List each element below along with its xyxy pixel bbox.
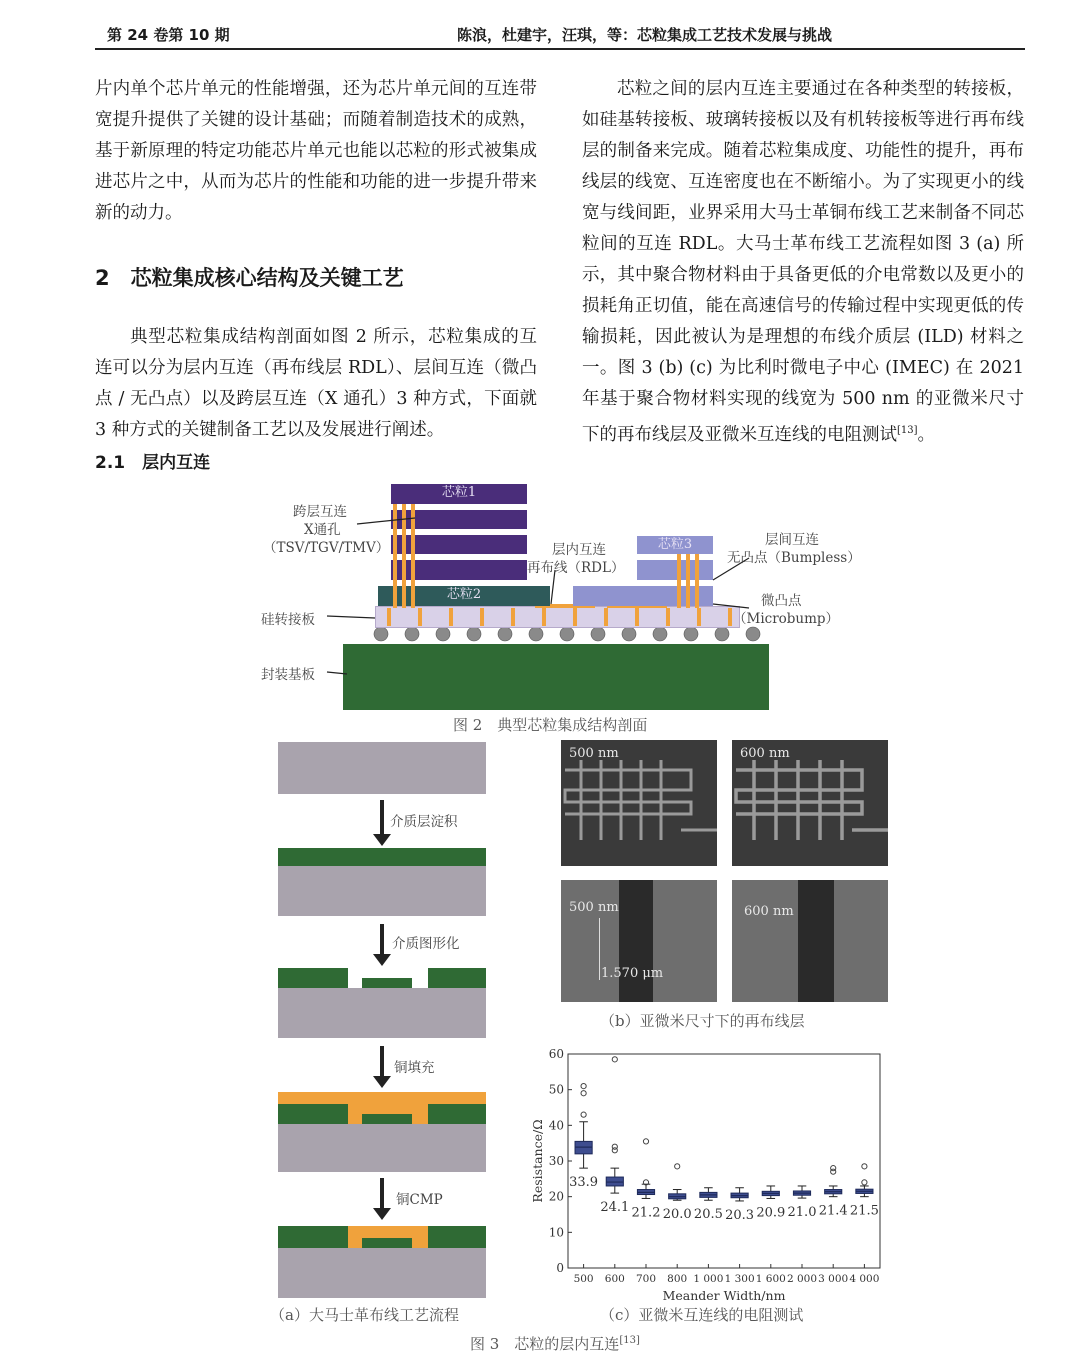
step3-substrate: [278, 1124, 486, 1172]
label-substrate: 封装基板: [261, 667, 315, 683]
x-tick-label: 4 000: [849, 1273, 880, 1285]
step-4-label: 铜CMP: [396, 1192, 443, 1208]
x-tick-label: 3 000: [818, 1273, 849, 1285]
figure-2-caption: 图 2 典型芯粒集成结构剖面: [453, 716, 648, 734]
label-bumpless-1: 层间互连: [765, 532, 819, 548]
step2-dielectric-mid: [362, 978, 412, 988]
label-micro-1: 微凸点: [761, 593, 802, 609]
chiplet-3: 芯粒3: [637, 536, 713, 554]
left-paragraph-2: 典型芯粒集成结构剖面如图 2 所示，芯粒集成的互连可以分为层内互连（再布线层 RDL）、层间互连（微凸点 / 无凸点）以及跨层互连（X 通孔）3 种方式，下面就 3 种方式的关键制备工艺以及发展进行阐述。: [95, 327, 537, 440]
issue-label: 第 24 卷第 10 期: [107, 26, 230, 44]
resistance-boxplot: [520, 1048, 892, 1304]
label-xvia-1: 跨层互连: [293, 504, 347, 520]
x-tick-label: 2 000: [786, 1273, 818, 1285]
subsection-title: 2.1 层内互连: [95, 453, 211, 473]
left-paragraph-2-block: [95, 322, 537, 446]
sem-bottom-500nm: [561, 880, 717, 1002]
arrow-2-shaft: [380, 924, 384, 958]
sem-label-4: 600 nm: [744, 904, 794, 919]
authors-title: 陈浪，杜建宇，汪琪，等：芯粒集成工艺技术发展与挑战: [457, 26, 833, 44]
value-label: 21.5: [849, 1203, 879, 1219]
step2-substrate: [278, 988, 486, 1038]
figure-3c: [520, 1048, 892, 1304]
sem-top-500nm: [561, 740, 717, 866]
x-tick-label: 1 300: [724, 1273, 755, 1285]
step-2-label: 介质图形化: [392, 936, 460, 952]
left-column: [95, 74, 537, 229]
x-tick-label: 500: [573, 1273, 594, 1285]
x-tick-label: 600: [604, 1273, 625, 1285]
scale-label: 1.570 μm: [601, 966, 664, 981]
x-tick-label: 800: [667, 1273, 688, 1285]
value-label: 33.9: [569, 1175, 599, 1191]
figure-3c-caption: （c）亚微米互连线的电阻测试: [600, 1306, 804, 1324]
figure-3a: [278, 742, 518, 1302]
figure-3-citation: [13]: [619, 1335, 640, 1346]
value-label: 24.1: [600, 1200, 630, 1216]
arrow-1-head: [373, 834, 391, 846]
figure-3b-caption: （b）亚微米尺寸下的再布线层: [600, 1012, 805, 1030]
y-tick-label: 50: [548, 1082, 564, 1097]
arrow-2-head: [373, 954, 391, 966]
left-paragraph-1: 片内单个芯片单元的性能增强，还为芯片单元间的互连带宽提升提供了关键的设计基础；而随着制造技术的成熟，基于新原理的特定功能芯片单元也能以芯粒的形式被集成进芯片之中，从而为芯片的性能和功能的进一步提升带来新的动力。: [95, 79, 537, 223]
y-tick-label: 40: [548, 1118, 564, 1133]
arrow-1-shaft: [380, 800, 384, 838]
outlier-point: [862, 1164, 867, 1169]
value-label: 20.9: [756, 1205, 786, 1221]
right-paragraph-1: [582, 74, 1024, 451]
label-micro-2: （Microbump）: [733, 611, 840, 627]
step1-dielectric: [278, 848, 486, 866]
step4-substrate: [278, 1248, 486, 1298]
y-axis-label: Resistance/Ω: [530, 1119, 545, 1203]
x-tick-label: 1 600: [755, 1273, 786, 1285]
outlier-point: [581, 1091, 586, 1096]
step2-dielectric-right: [428, 968, 486, 988]
section-title: 2 芯粒集成核心结构及关键工艺: [95, 266, 404, 290]
label-xvia-3: （TSV/TGV/TMV）: [263, 540, 390, 556]
step3-dielectric-left: [278, 1104, 348, 1124]
step-3-label: 铜填充: [394, 1060, 435, 1076]
figure-3-caption-text: 图 3 芯粒的层内互连: [470, 1335, 620, 1353]
step3-dielectric-mid: [362, 1114, 412, 1124]
label-rdl-1: 层内互连: [552, 542, 606, 558]
running-header: [95, 22, 1025, 50]
sem-bottom-600nm: [732, 880, 888, 1002]
figure-3a-caption: （a）大马士革布线工艺流程: [270, 1306, 459, 1324]
right-paragraph-text: 芯粒之间的层内互连主要通过在各种类型的转接板，如硅基转接板、玻璃转接板以及有机转接板等进行再布线层的制备来完成。随着芯粒集成度、功能性的提升，再布线层的线宽、互连密度也在不断缩小。为了实现更小的线宽与线间距，业界采用大马士革铜布线工艺来制备不同芯粒间的互连 RDL。大马士革布线工艺流程如图 3 (a) 所示，其中聚合物材料由于具备更低的介电常数以及更小的损耗角正切值，能在高速信号的传输过程中实现更低的传输损耗，因此被认为是理想的布线介质层 (ILD) 材料之一。图 3 (b) (c) 为比利时微电子中心 (IMEC) 在 2021 年基于聚合物材料实现的线宽为 500 nm 的亚微米尺寸下的再布线层及亚微米互连线的电阻测试: [582, 79, 1024, 445]
outlier-point: [862, 1180, 867, 1185]
step0-substrate: [278, 742, 486, 794]
x-axis-label: Meander Width/nm: [662, 1288, 786, 1303]
outlier-point: [643, 1139, 648, 1144]
right-column: [582, 74, 1024, 451]
y-tick-label: 60: [548, 1048, 564, 1061]
step3-copper-top: [278, 1092, 486, 1104]
figure-2: [255, 478, 895, 710]
step4-dielectric-right: [428, 1226, 486, 1248]
chiplet-1: 芯粒1: [391, 484, 527, 504]
step3-dielectric-right: [428, 1104, 486, 1124]
outlier-point: [675, 1164, 680, 1169]
outlier-point: [831, 1166, 836, 1171]
chiplet-2: 芯粒2: [378, 586, 550, 606]
step4-dielectric-mid: [362, 1238, 412, 1248]
right-paragraph-end: 。: [917, 424, 936, 445]
arrow-3-shaft: [380, 1046, 384, 1080]
y-tick-label: 20: [548, 1189, 564, 1204]
step1-substrate: [278, 866, 486, 916]
value-label: 21.0: [787, 1205, 817, 1221]
sem-label-2: 600 nm: [740, 746, 790, 761]
label-interposer: 硅转接板: [261, 612, 315, 628]
sem-line-500: [619, 880, 653, 1002]
outlier-point: [581, 1084, 586, 1089]
arrow-4-head: [373, 1208, 391, 1220]
label-xvia-2: X通孔: [304, 522, 341, 538]
x-tick-label: 1 000: [693, 1273, 724, 1285]
sem-line-600: [798, 880, 834, 1002]
value-label: 20.3: [725, 1207, 755, 1223]
outlier-point: [612, 1057, 617, 1062]
sem-top-600nm: [732, 740, 888, 866]
citation-13: [13]: [897, 425, 918, 436]
outlier-point: [612, 1144, 617, 1149]
step-1-label: 介质层淀积: [390, 814, 458, 830]
step4-dielectric-left: [278, 1226, 348, 1248]
x-tick-label: 700: [635, 1273, 657, 1285]
arrow-3-head: [373, 1076, 391, 1088]
scale-bar: [599, 918, 600, 980]
value-label: 20.5: [693, 1207, 723, 1223]
label-rdl-2: 再布线（RDL）: [527, 560, 625, 576]
y-tick-label: 10: [548, 1225, 564, 1240]
y-tick-label: 0: [556, 1261, 564, 1275]
value-label: 21.4: [818, 1203, 848, 1219]
value-label: 20.0: [662, 1207, 692, 1223]
plot-frame: [568, 1054, 880, 1268]
label-bumpless-2: 无凸点（Bumpless）: [727, 550, 861, 566]
arrow-4-shaft: [380, 1178, 384, 1212]
outlier-point: [581, 1112, 586, 1117]
value-label: 21.2: [631, 1205, 661, 1221]
sem-label-3: 500 nm: [569, 900, 619, 915]
figure-3-caption: [470, 1333, 640, 1354]
sem-label-1: 500 nm: [569, 746, 619, 761]
step2-dielectric-left: [278, 968, 348, 988]
y-tick-label: 30: [548, 1154, 564, 1168]
